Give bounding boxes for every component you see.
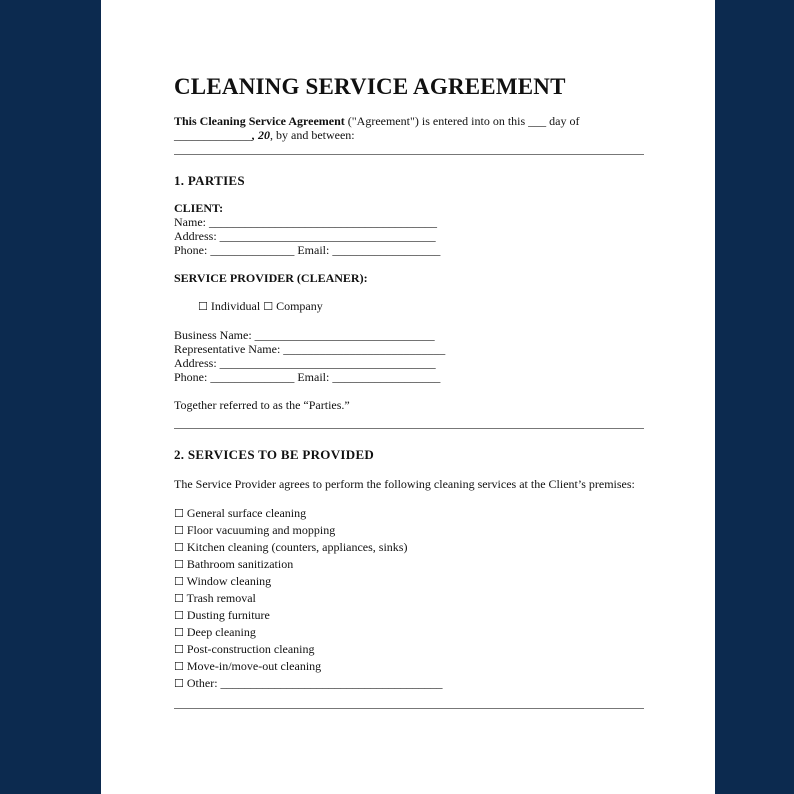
client-address-field[interactable]: Address: ____________________________________ [174, 229, 436, 243]
checkbox-company[interactable]: ☐ [263, 300, 274, 313]
service-item-label: Bathroom sanitization [186, 557, 294, 571]
service-item [174, 522, 644, 539]
document-title: CLEANING SERVICE AGREEMENT [174, 74, 566, 99]
service-checkbox[interactable]: ☐ [174, 609, 184, 622]
intro-bold-lead: This Cleaning Service Agreement [174, 114, 345, 128]
option-individual-label: Individual [210, 299, 261, 313]
provider-type-options [174, 285, 644, 328]
representative-name-field[interactable]: Representative Name: ___________________________ [174, 342, 446, 356]
service-item-label: Window cleaning [186, 574, 272, 588]
intro-text-2: , by and between: [270, 128, 355, 142]
service-item [174, 607, 644, 624]
client-name-field[interactable]: Name: ______________________________________ [174, 215, 437, 229]
service-item [174, 556, 644, 573]
service-checkbox[interactable]: ☐ [174, 524, 184, 537]
service-item-label: Dusting furniture [186, 608, 270, 622]
section-heading-parties: 1. PARTIES [174, 173, 245, 188]
section-heading-services: 2. SERVICES TO BE PROVIDED [174, 447, 375, 462]
service-checkbox[interactable]: ☐ [174, 643, 184, 656]
provider-phone-email-field[interactable]: Phone: ______________ Email: __________________ [174, 370, 441, 384]
service-item [174, 641, 644, 658]
client-block [174, 201, 644, 257]
document-page [101, 0, 715, 794]
provider-block [174, 271, 644, 384]
parties-note: Together referred to as the “Parties.” [174, 398, 350, 412]
service-item-label: Deep cleaning [186, 625, 256, 639]
service-checkbox[interactable]: ☐ [174, 677, 184, 690]
option-company-label: Company [276, 299, 323, 313]
business-name-field[interactable]: Business Name: ______________________________ [174, 328, 435, 342]
client-label: CLIENT: [174, 201, 224, 215]
service-item [174, 675, 644, 692]
intro-date-blank: _____________ [174, 128, 252, 142]
service-checkbox[interactable]: ☐ [174, 660, 184, 673]
service-item [174, 590, 644, 607]
service-checkbox[interactable]: ☐ [174, 575, 184, 588]
intro-text-1: ("Agreement") is entered into on this ___ day of [344, 114, 580, 128]
provider-address-field[interactable]: Address: ____________________________________ [174, 356, 436, 370]
service-checkbox[interactable]: ☐ [174, 558, 184, 571]
service-item-label: Kitchen cleaning (counters, appliances, sinks) [186, 540, 408, 554]
service-item-label: Trash removal [186, 591, 256, 605]
service-item-label[interactable]: Other: _____________________________________ [186, 676, 443, 690]
document-content [174, 72, 644, 709]
intro-year: , 20 [252, 128, 270, 142]
service-item [174, 624, 644, 641]
services-checklist [174, 505, 644, 692]
checkbox-individual[interactable]: ☐ [198, 300, 208, 313]
provider-label: SERVICE PROVIDER (CLEANER): [174, 271, 368, 285]
service-checkbox[interactable]: ☐ [174, 507, 184, 520]
service-item-label: Move-in/move-out cleaning [186, 659, 322, 673]
service-checkbox[interactable]: ☐ [174, 626, 184, 639]
service-item [174, 573, 644, 590]
service-item-label: General surface cleaning [186, 506, 307, 520]
services-lead: The Service Provider agrees to perform the following cleaning services at the Client’s premises: [174, 477, 635, 491]
service-checkbox[interactable]: ☐ [174, 541, 184, 554]
intro-paragraph [174, 114, 644, 142]
client-phone-email-field[interactable]: Phone: ______________ Email: __________________ [174, 243, 441, 257]
service-item-label: Post-construction cleaning [186, 642, 315, 656]
service-item-label: Floor vacuuming and mopping [186, 523, 336, 537]
service-item [174, 539, 644, 556]
service-item [174, 505, 644, 522]
section-divider [174, 708, 644, 709]
service-item [174, 658, 644, 675]
service-checkbox[interactable]: ☐ [174, 592, 184, 605]
